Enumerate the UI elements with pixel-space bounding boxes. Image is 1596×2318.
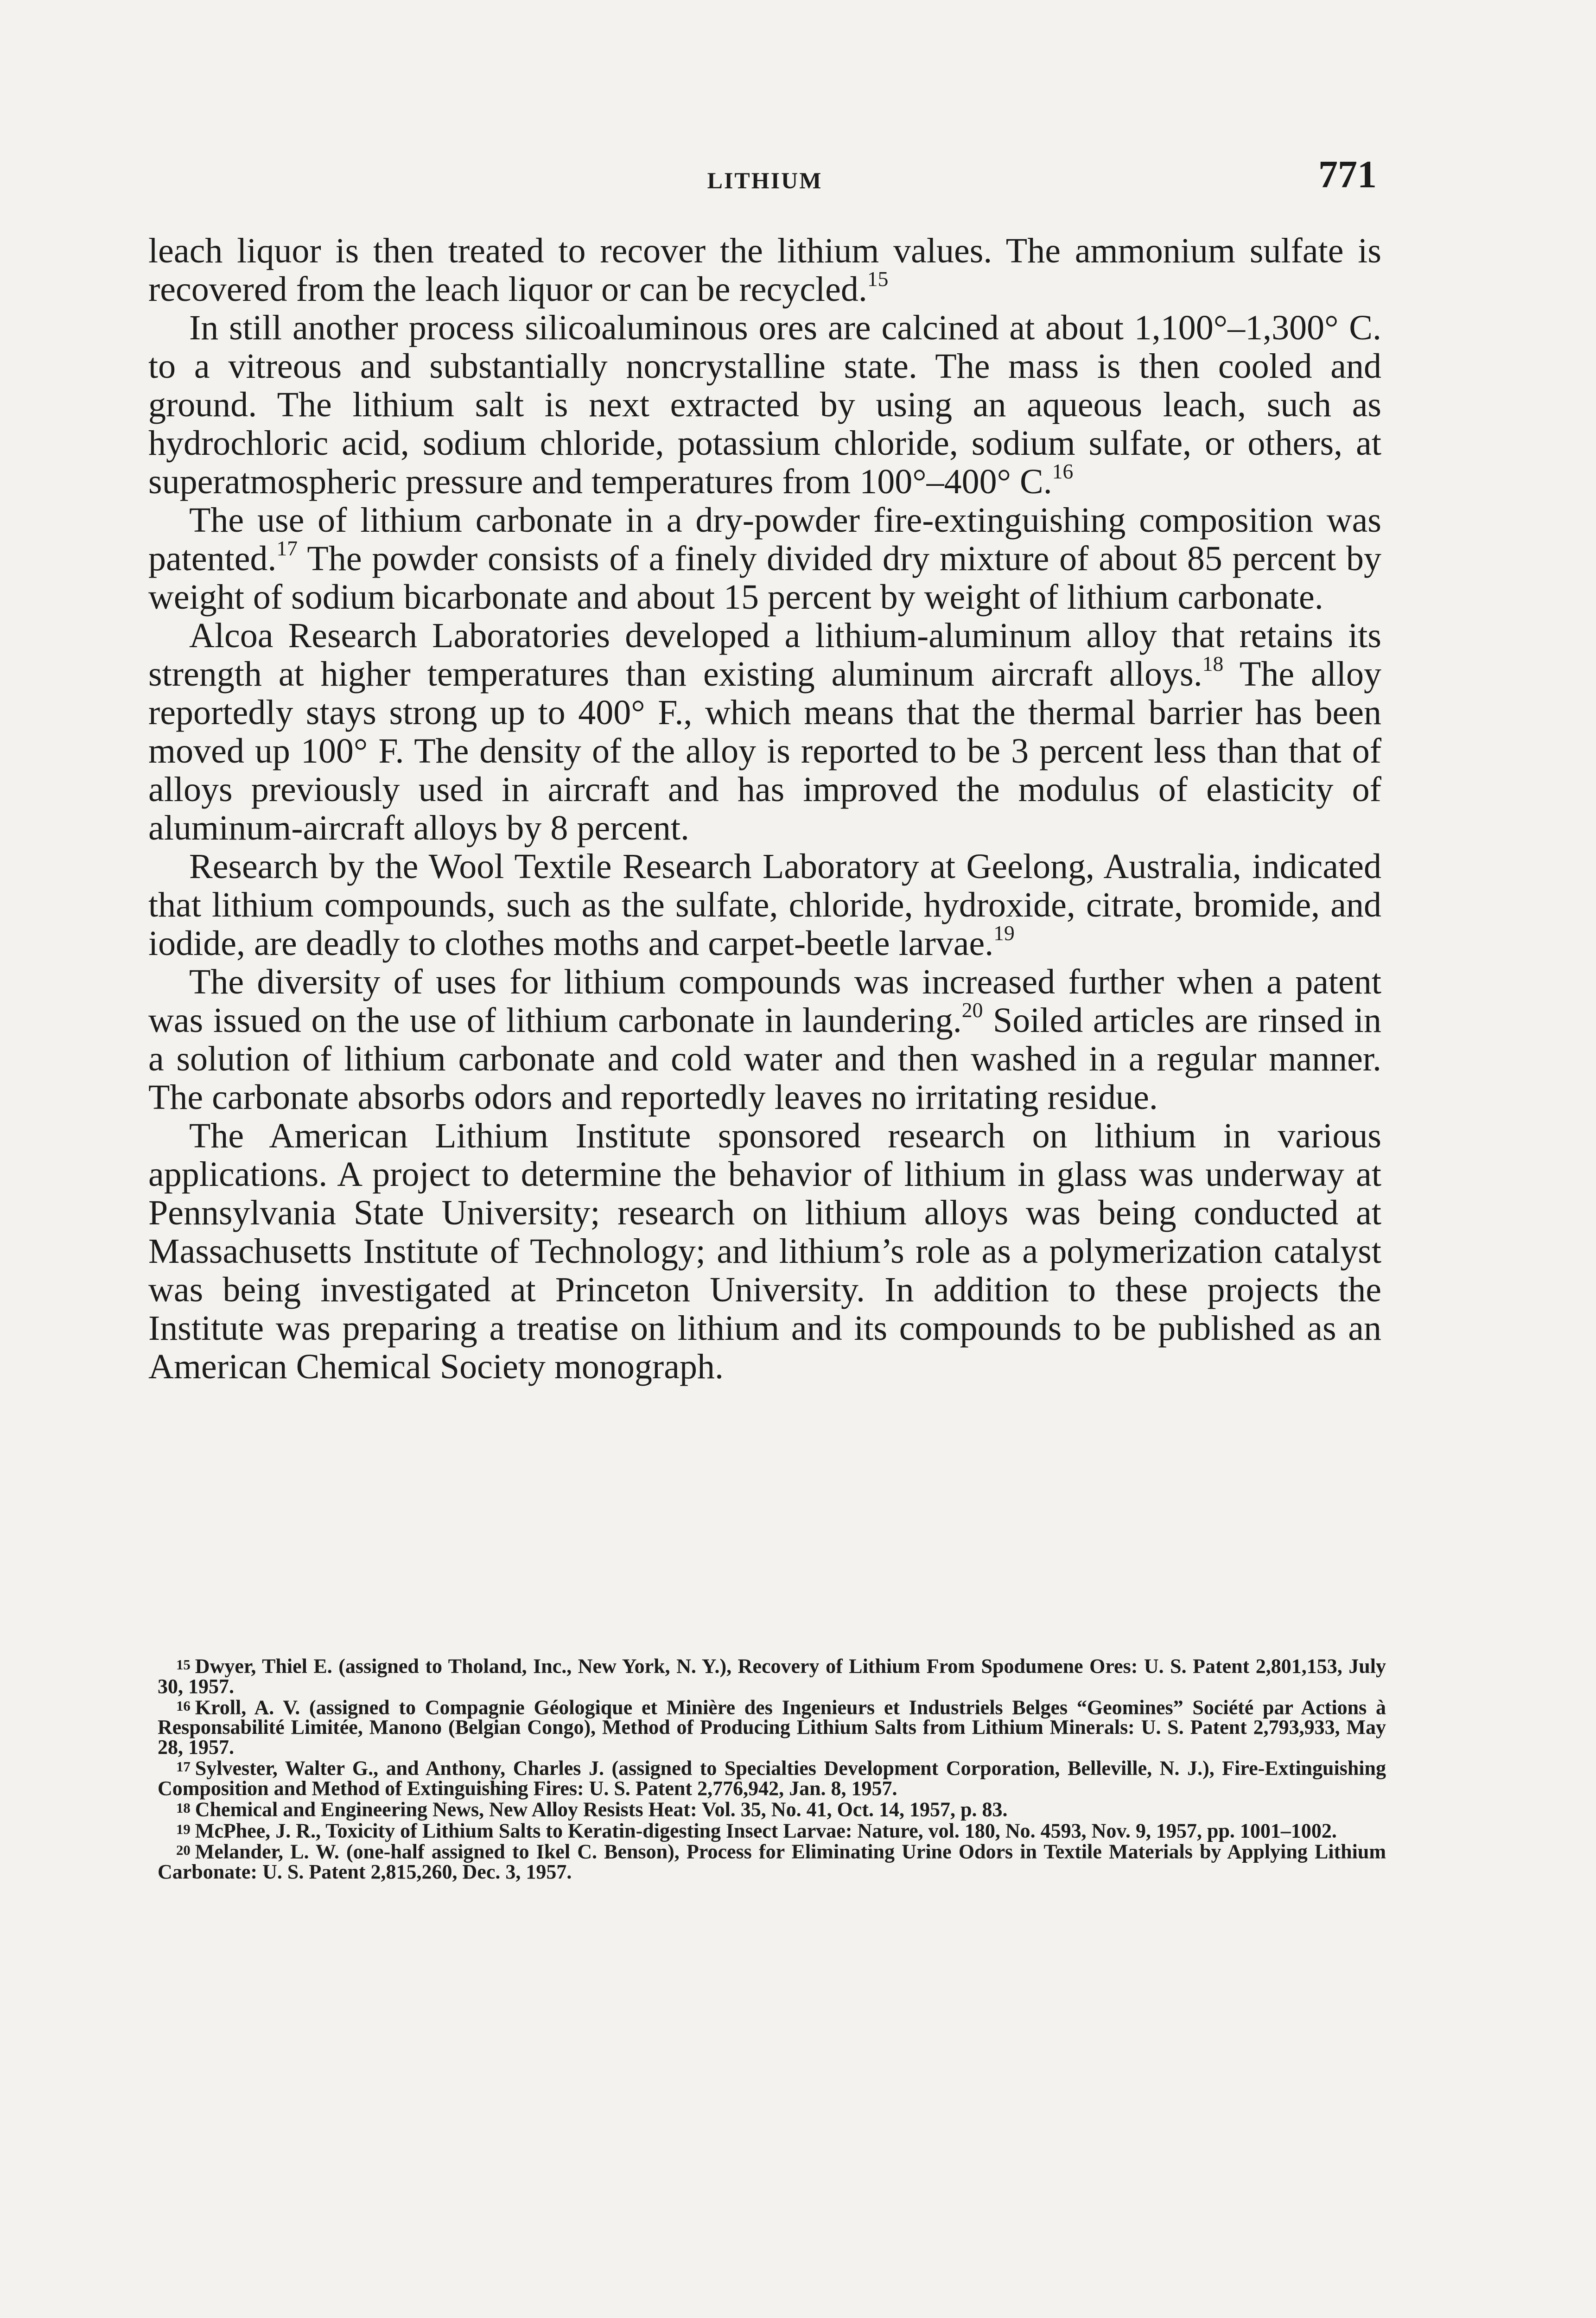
paragraph-4: [148, 617, 1381, 847]
paragraph-text: The American Lithium Institute sponsored research on lithium in various applications. A project to determine the behavior of lithium in glass was underway at Pennsylvania State University; research on lithium alloys was being conducted at Massachusetts Institute of Technology; and lithium’s role as a polymerization catalyst was being investigated at Princeton University. In addition to these projects the Institute was preparing a treatise on lithium and its compounds to be published as an American Chemical Society monograph.: [148, 1116, 1381, 1386]
paragraph-text: leach liquor is then treated to recover the lithium values. The ammonium sulfate is recovered from the leach liquor or can be recycled.: [148, 231, 1381, 309]
footnote-mark: 17: [176, 1759, 191, 1775]
paragraph-text: Alcoa Research Laboratories developed a lithium-aluminum alloy that retains its strength at higher temperatures than existing aluminum aircraft alloys.: [148, 616, 1381, 694]
running-title: LITHIUM: [707, 167, 823, 193]
footnote-text: Dwyer, Thiel E. (assigned to Tholand, Inc., New York, N. Y.), Recovery of Lithium From Spodumene Ores: U. S. Patent 2,801,153, July 30, 1957.: [158, 1655, 1386, 1698]
paragraph-3: [148, 501, 1381, 617]
footnote: [158, 1696, 1386, 1758]
footnote-ref: 15: [867, 267, 889, 291]
footnote-text: Sylvester, Walter G., and Anthony, Charles J. (assigned to Specialties Development Corporation, Belleville, N. J.), Fire-Extinguishing Composition and Method of Extinguishing Fires: U. S. Patent 2,776,942, Jan. 8, 1957.: [158, 1757, 1386, 1800]
footnote-ref: 20: [961, 998, 983, 1022]
footnote-ref: 18: [1202, 652, 1224, 676]
footnote-ref: 17: [276, 536, 298, 560]
paragraph-text: The alloy reportedly stays strong up to 400° F., which means that the thermal barrier has been moved up 100° F. The density of the alloy is reported to be 3 percent less than that of alloys previously used in aircraft and has improved the modulus of elasticity of aluminum-aircraft alloys by 8 percent.: [148, 655, 1381, 847]
footnote-text: Melander, L. W. (one-half assigned to Ikel C. Benson), Process for Eliminating Urine Odors in Textile Materials by Applying Lithium Carbonate: U. S. Patent 2,815,260, Dec. 3, 1957.: [158, 1840, 1386, 1884]
footnote-ref: 16: [1052, 459, 1074, 484]
footnote: [158, 1798, 1386, 1820]
page-number: 771: [1318, 153, 1377, 196]
paragraph-text: The use of lithium carbonate in a dry-powder fire-extinguishing composition was patented.: [148, 501, 1381, 578]
body-text: [148, 232, 1381, 1386]
paragraph-5: [148, 847, 1381, 963]
paragraph-text: Soiled articles are rinsed in a solution of lithium carbonate and cold water and then washed in a regular manner. The carbonate absorbs odors and reportedly leaves no irritating residue.: [148, 1001, 1381, 1117]
paragraph-7: [148, 1117, 1381, 1386]
footnote-mark: 18: [176, 1800, 191, 1816]
footnote: [158, 1840, 1386, 1882]
page-header: [153, 139, 1377, 204]
paragraph-6: [148, 963, 1381, 1117]
footnote-text: Chemical and Engineering News, New Alloy Resists Heat: Vol. 35, No. 41, Oct. 14, 1957, p. 83.: [195, 1798, 1008, 1821]
paragraph-2: [148, 309, 1381, 501]
footnote-mark: 16: [176, 1698, 191, 1714]
footnote: [158, 1655, 1386, 1696]
paragraph-text: Research by the Wool Textile Research Laboratory at Geelong, Australia, indicated that lithium compounds, such as the sulfate, chloride, hydroxide, citrate, bromide, and iodide, are deadly to clothes moths and carpet-beetle larvae.: [148, 847, 1381, 963]
footnotes: [158, 1655, 1386, 1882]
footnote-ref: 19: [993, 921, 1015, 945]
footnote-text: Kroll, A. V. (assigned to Compagnie Géologique et Minière des Ingenieurs et Industriels Belges “Geomines” Société par Actions à Responsabilité Limitée, Manono (Belgian Congo), Method of Producing Lithium Salts from Lithium Minerals: U. S. Patent 2,793,933, May 28, 1957.: [158, 1696, 1386, 1759]
footnote-mark: 20: [176, 1842, 191, 1859]
paragraph-text: The diversity of uses for lithium compounds was increased further when a patent was issued on the use of lithium carbonate in laundering.: [148, 962, 1381, 1040]
paragraph-1: [148, 232, 1381, 309]
footnote: [158, 1757, 1386, 1798]
paragraph-text: The powder consists of a finely divided dry mixture of about 85 percent by weight of sodium bicarbonate and about 15 percent by weight of lithium carbonate.: [148, 539, 1381, 617]
footnote: [158, 1820, 1386, 1841]
footnote-mark: 19: [176, 1821, 191, 1837]
paragraph-text: In still another process silicoaluminous ores are calcined at about 1,100°–1,300° C. to a vitreous and substantially noncrystalline state. The mass is then cooled and ground. The lithium salt is next extracted by using an aqueous leach, such as hydrochloric acid, sodium chloride, potassium chloride, sodium sulfate, or others, at superatmospheric pressure and temperatures from 100°–400° C.: [148, 308, 1381, 501]
footnote-text: McPhee, J. R., Toxicity of Lithium Salts to Keratin-digesting Insect Larvae: Nature, vol. 180, No. 4593, Nov. 9, 1957, pp. 1001–1002.: [195, 1819, 1337, 1842]
footnote-mark: 15: [176, 1657, 191, 1673]
